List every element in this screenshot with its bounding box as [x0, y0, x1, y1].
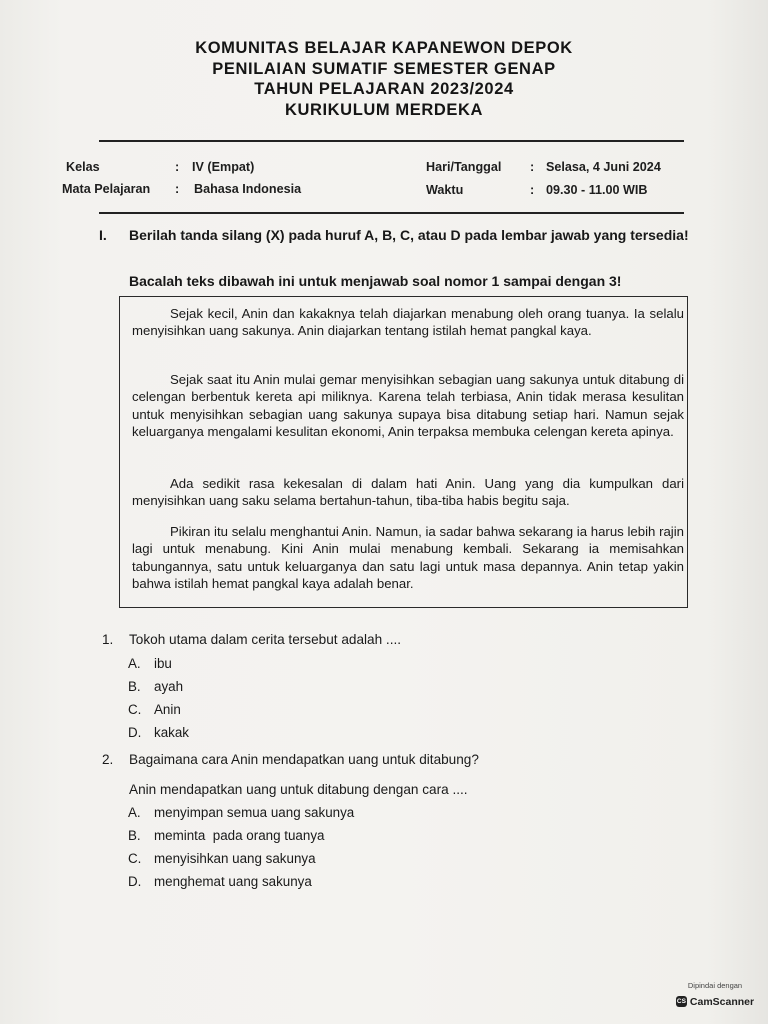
watermark-caption: Dipindai dengan: [687, 981, 743, 990]
section-instruction-text: Berilah tanda silang (X) pada huruf A, B, C, atau D pada lembar jawab yang tersedia!: [129, 227, 689, 243]
story-paragraph-2: Sejak saat itu Anin mulai gemar menyisihkan sebagian uang sakunya untuk ditabung di celengan berbentuk kereta api miliknya. Karena telah terbiasa, Anin tidak merasa kesulitan untuk menyisihkan sebagian uang sakunya supaya bisa ditabung setiap hari. Namun sejak keluarganya mengalami kesulitan ekonomi, Anin terpaksa membuka celengan kereta apinya.: [132, 372, 684, 440]
info-divider: [99, 212, 684, 214]
mapel-label: Mata Pelajaran: [62, 182, 151, 196]
waktu-label: Waktu: [426, 183, 464, 197]
q2-option-b-letter: B.: [128, 828, 141, 843]
question-2-stem: Anin mendapatkan uang untuk ditabung dengan cara ....: [129, 782, 468, 797]
header-line-4: KURIKULUM MERDEKA: [284, 100, 484, 119]
hari-label: Hari/Tanggal: [426, 160, 502, 174]
question-1-text: Tokoh utama dalam cerita tersebut adalah ....: [129, 632, 402, 647]
exam-header: [0, 38, 768, 120]
waktu-value: 09.30 - 11.00 WIB: [546, 183, 648, 197]
mapel-value: Bahasa Indonesia: [194, 182, 302, 196]
q2-option-a-text: menyimpan semua uang sakunya: [154, 805, 355, 820]
reading-instruction: Bacalah teks dibawah ini untuk menjawab soal nomor 1 sampai dengan 3!: [129, 273, 622, 289]
header-line-2: PENILAIAN SUMATIF SEMESTER GENAP: [212, 59, 556, 78]
hari-value: Selasa, 4 Juni 2024: [546, 160, 661, 174]
kelas-value: IV (Empat): [192, 160, 255, 174]
camscanner-logo-icon: CS: [676, 998, 686, 1005]
mapel-colon: :: [175, 182, 180, 196]
story-paragraph-4: Pikiran itu selalu menghantui Anin. Namun, ia sadar bahwa sekarang ia harus lebih rajin lagi untuk menabung. Kini Anin mulai menabung kembali. Sekarang ia memisahkan tabungannya, satu untuk keluarganya dan satu lagi untuk masa depannya. Anin tetap yakin bahwa istilah hemat pangkal kaya adalah benar.: [132, 524, 684, 592]
header-line-3: TAHUN PELAJARAN 2023/2024: [254, 80, 514, 98]
q1-option-d-letter: D.: [128, 725, 142, 740]
camscanner-watermark: [670, 981, 760, 1008]
q1-option-d-text: kakak: [154, 725, 189, 740]
watermark-brand: [676, 996, 754, 1008]
story-paragraph-1: Sejak kecil, Anin dan kakaknya telah diajarkan menabung oleh orang tuanya. Ia selalu menyisihkan uang sakunya. Anin diajarkan tentang istilah hemat pangkal kaya.: [132, 306, 684, 339]
q1-option-c-text: Anin: [154, 702, 181, 717]
header-line-1: KOMUNITAS BELAJAR KAPANEWON DEPOK: [195, 39, 573, 57]
q1-option-b-text: ayah: [154, 679, 184, 694]
q2-option-c-letter: C.: [128, 851, 142, 866]
q1-option-a-text: ibu: [154, 656, 172, 671]
waktu-colon: :: [530, 183, 535, 197]
q1-option-b-letter: B.: [128, 679, 141, 694]
question-1-number: 1.: [102, 632, 114, 647]
story-paragraph-3: Ada sedikit rasa kekesalan di dalam hati Anin. Uang yang dia kumpulkan dari menyisihkan uang saku selama bertahun-tahun, tiba-tiba habis begitu saja.: [132, 476, 684, 509]
q2-option-c-text: menyisihkan uang sakunya: [154, 851, 316, 866]
q2-option-d-letter: D.: [128, 874, 142, 889]
question-2-text: Bagaimana cara Anin mendapatkan uang untuk ditabung?: [129, 752, 479, 767]
question-2-number: 2.: [102, 752, 114, 767]
q2-option-d-text: menghemat uang sakunya: [154, 874, 312, 889]
watermark-brand-name: CamScanner: [689, 995, 755, 1008]
kelas-label: Kelas: [66, 160, 100, 174]
section-number: I.: [99, 227, 107, 243]
header-divider: [99, 140, 684, 142]
q1-option-a-letter: A.: [128, 656, 141, 671]
q2-option-a-letter: A.: [128, 805, 141, 820]
q2-option-b-text: meminta pada orang tuanya: [154, 828, 325, 843]
story-box: [119, 296, 688, 608]
q1-option-c-letter: C.: [128, 702, 142, 717]
hari-colon: :: [530, 160, 535, 174]
kelas-colon: :: [175, 160, 180, 174]
